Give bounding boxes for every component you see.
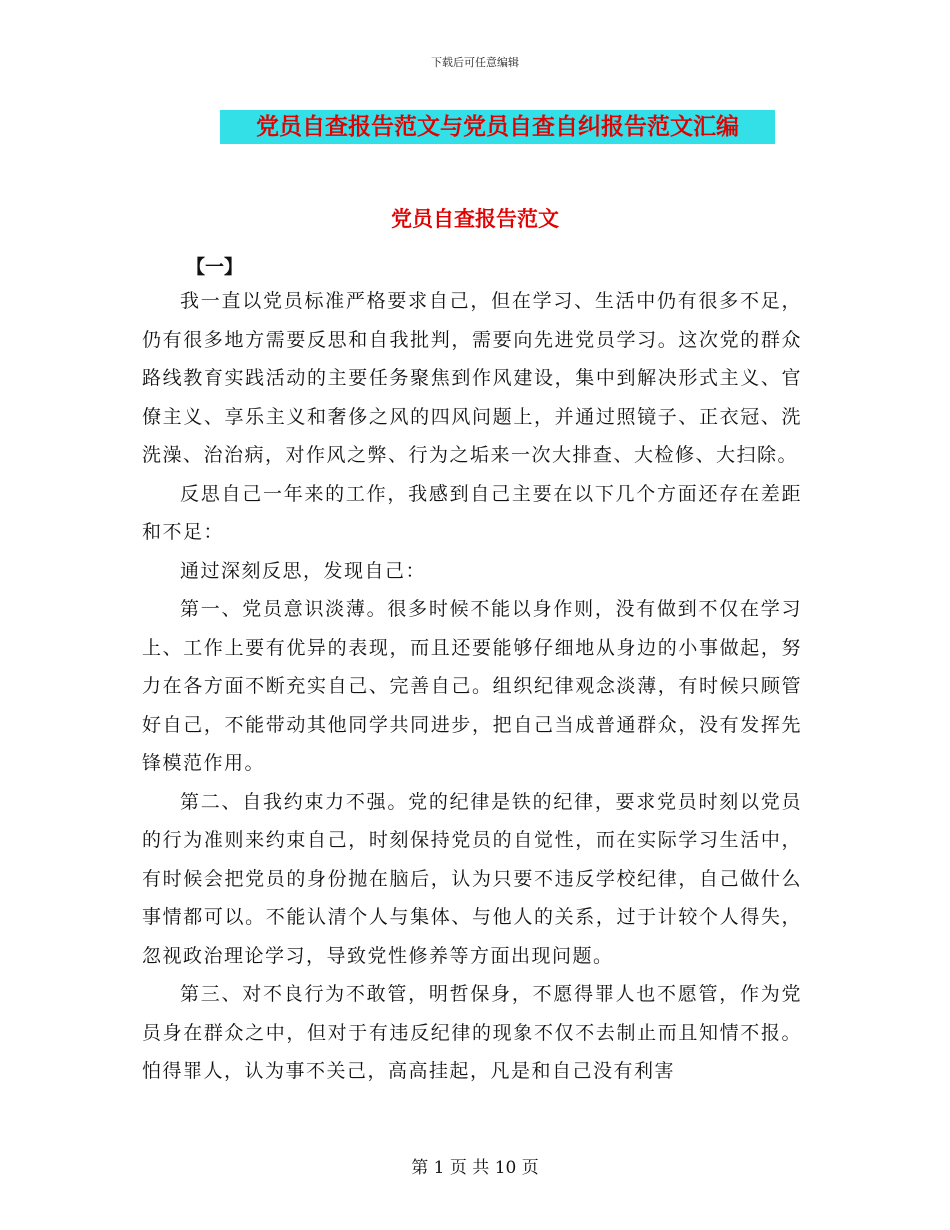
section-title: 党员自查报告范文 — [391, 207, 559, 231]
paragraph: 第一、党员意识淡薄。很多时候不能以身作则，没有做到不仅在学习上、工作上要有优异的表现，而且还要能够仔细地从身边的小事做起，努力在各方面不断充实自己、完善自己。组织纪律观念淡薄，有时候只顾管好自己，不能带动其他同学共同进步，把自己当成普通群众，没有发挥先锋模范作用。 — [142, 598, 802, 774]
page-number: 第 1 页 共 10 页 — [411, 1158, 539, 1178]
paragraph: 我一直以党员标准严格要求自己，但在学习、生活中仍有很多不足，仍有很多地方需要反思和自我批判，需要向先进党员学习。这次党的群众路线教育实践活动的主要任务聚焦到作风建设，集中到解决形式主义、官僚主义、享乐主义和奢侈之风的四风问题上，并通过照镜子、正衣冠、洗洗澡、治治病，对作风之弊、行为之垢来一次大排查、大检修、大扫除。 — [142, 290, 802, 466]
paragraph: 反思自己一年来的工作，我感到自己主要在以下几个方面还存在差距和不足： — [142, 482, 802, 543]
paragraph: 第三、对不良行为不敢管，明哲保身，不愿得罪人也不愿管，作为党员身在群众之中，但对于有违反纪律的现象不仅不去制止而且知情不报。怕得罪人，认为事不关己，高高挂起，凡是和自己没有利害 — [142, 983, 802, 1082]
paragraph: 第二、自我约束力不强。党的纪律是铁的纪律，要求党员时刻以党员的行为准则来约束自己，时刻保持党员的自觉性，而在实际学习生活中，有时候会把党员的身份抛在脑后，认为只要不违反学校纪律，自己做什么事情都可以。不能认清个人与集体、与他人的关系，过于计较个人得失，忽视政治理论学习，导致党性修养等方面出现问题。 — [142, 790, 802, 967]
paragraph: 通过深刻反思，发现自己： — [180, 559, 427, 582]
header-note: 下载后可任意编辑 — [431, 56, 519, 69]
document-body — [142, 282, 802, 1091]
document-title: 党员自查报告范文与党员自查自纠报告范文汇编 — [220, 110, 775, 144]
section-number: 【一】 — [186, 256, 244, 278]
